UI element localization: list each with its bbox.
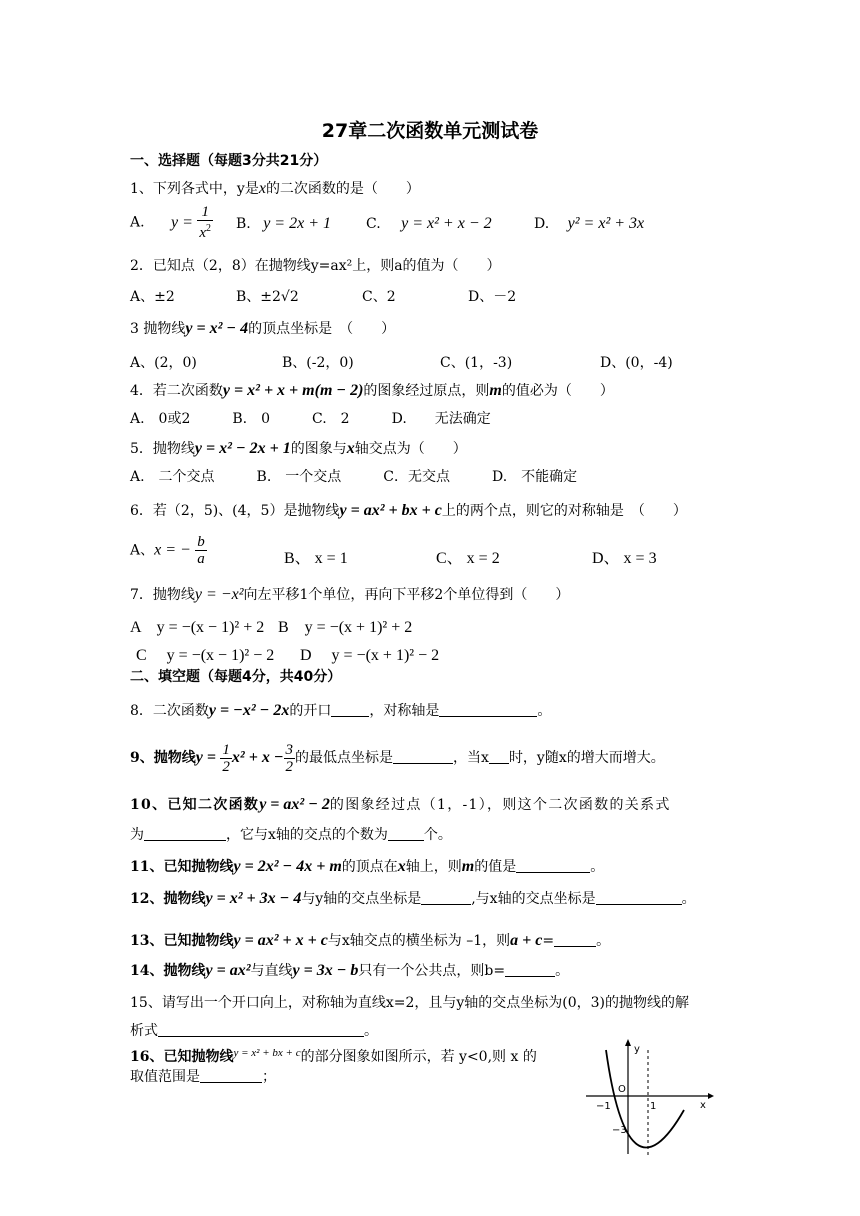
q9-d2: 2 [285,758,294,775]
section-2-heading: 二、填空题（每题4分，共40分） [130,669,342,685]
q4-var: m [489,382,502,399]
q1-option-a [130,204,213,241]
q14-text-b: 与直线 [250,963,293,979]
q7-option-a: A y = −(x − 1)² + 2 [130,619,265,636]
q12-text-d: 。 [681,891,696,907]
q10-blank-2[interactable] [388,826,424,841]
q1-option-d [534,215,644,233]
q10-text-e: 个。 [423,827,452,843]
q2-option-a: A、±2 [130,289,175,305]
q1-d-expr: y² = x² + 3x [567,215,645,232]
graph-x-label: x [700,1100,706,1111]
q11-var-1: x [397,858,406,875]
q3-option-c: C、(1，-3) [440,355,513,371]
q6-text-a: 6．若（2，5)、(4，5）是抛物线 [130,503,340,519]
q13-expr: y = ax² + x + c [233,932,328,949]
q16-expr: y = x² + bx + c [233,1047,301,1059]
q8-text-a: 8．二次函数 [130,703,209,719]
section-1-heading: 一、选择题（每题3分共21分） [130,153,328,169]
question-7-stem [130,586,569,604]
q12-expr: y = x² + 3x − 4 [205,890,302,907]
parabola-graph [580,1036,720,1160]
q11-blank[interactable] [516,858,590,873]
q9-n2: 3 [285,741,294,758]
q11-text-b: 的顶点在 [341,859,398,875]
question-11 [130,858,604,876]
q2-option-c: C、2 [362,289,396,305]
q1-option-b [236,215,331,233]
q10-text-d: ，它与x轴的交点的个数为 [226,827,388,843]
q10-blank-1[interactable] [144,826,226,841]
q4-expr: y = x² + x + m(m − 2) [222,382,364,399]
q12-blank-1[interactable] [421,890,471,905]
q11-expr: y = 2x² − 4x + m [233,858,342,875]
q1-b-label: B. [236,216,251,232]
question-15-line-2 [130,1022,378,1040]
q10-text-a: 10、已知二次函数 [130,797,260,813]
page-title: 27章二次函数单元测试卷 [321,120,539,142]
q1-a-den: $x^2$ [199,223,212,241]
q8-expr: y = −x² − 2x [208,702,290,719]
q13-text-d: 。 [596,933,611,949]
question-12 [130,890,696,908]
q14-expr-2: y = 3x − b [292,962,359,979]
q16-blank[interactable] [200,1068,262,1083]
q1-a-label: A. [130,214,145,231]
q13-text-c: = [542,933,555,949]
question-4-stem [130,382,614,400]
q16-text-b: 的部分图象如图所示，若 y<0,则 x 的 [300,1049,537,1065]
q1-a-expr: y = [171,213,193,231]
q9-expr-mid: x² + x − [231,749,284,766]
q7-option-b: B y = −(x + 1)² + 2 [278,619,413,636]
q2-option-d: D、－2 [468,289,517,305]
q3-option-a: A、(2，0) [130,355,197,371]
question-13 [130,932,610,950]
q9-blank-1[interactable] [393,749,453,764]
q10-text-c: 为 [130,827,144,843]
q8-text-c: ，对称轴是 [369,703,440,719]
q5-expr: y = x² − 2x + 1 [194,440,291,457]
q2-option-b: B、±2√2 [236,289,299,305]
q7-expr: y = −x² [194,586,244,603]
q15-blank[interactable] [158,1022,364,1037]
question-15-line-1: 15、请写出一个开口向上，对称轴为直线x=2，且与y轴的交点坐标为(0，3)的抛物线的解 [130,995,689,1011]
q1-a-num: 1 [197,204,213,221]
q12-text-a: 12、抛物线 [130,891,206,907]
q6-a-den: a [197,551,205,567]
question-5-stem [130,440,467,458]
q14-expr: y = ax² [205,962,251,979]
question-10-line-1 [130,796,671,814]
question-14 [130,962,569,980]
q9-text-c: ，当x [453,750,489,766]
q14-text-d: 。 [555,963,570,979]
q3-option-b: B、(-2，0) [282,355,354,371]
q6-option-d: D、 x = 3 [592,550,657,567]
q8-blank-1[interactable] [331,702,369,717]
q1-option-c [366,215,492,233]
q11-text-e: 。 [590,859,605,875]
q1-c-expr: y = x² + x − 2 [401,215,492,232]
q1-text-b: 的二次函数的是（ ） [265,181,420,197]
q1-b-expr: y = 2x + 1 [263,215,331,232]
graph-origin-label: O [618,1084,626,1095]
q9-text-a: 9、抛物线 [130,750,196,766]
q13-text-a: 13、已知抛物线 [130,933,234,949]
q5-options: A. 二个交点 B. 一个交点 C．无交点 D. 不能确定 [130,469,578,485]
q11-var-2: m [461,858,475,875]
q9-expr-left: y = [195,749,216,766]
q6-option-a [130,534,207,567]
q6-a-expr: x = − [154,541,191,559]
question-6-stem [130,502,687,520]
q11-text-d: 的值是 [474,859,517,875]
q5-text-c: 轴交点为（ ） [354,441,467,457]
q1-a-den-var: x [199,225,207,241]
q13-blank[interactable] [554,932,596,947]
q1-text-a: 1、下列各式中，y是 [130,181,259,197]
q6-option-c: C、 x = 2 [436,550,500,567]
q7-option-c: C y = −(x − 1)² − 2 [136,647,275,664]
q15-text-b: 析式 [130,1023,158,1039]
q1-a-fraction [197,204,213,241]
q16-text-d: ； [262,1069,276,1085]
q9-d1: 2 [222,758,230,775]
q4-text-c: 的值必为（ ） [501,383,614,399]
q3-expr: y = x² − 4 [185,320,249,337]
q11-text-c: 轴上，则 [405,859,462,875]
q14-blank[interactable] [505,962,555,977]
q14-text-a: 14、抛物线 [130,963,206,979]
question-2-stem: 2．已知点（2，8）在抛物线y=ax²上，则a的值为（ ） [130,258,501,274]
q12-blank-2[interactable] [596,890,682,905]
q10-text-b: 的图象经过点（1，-1），则这个二次函数的关系式 [329,797,671,813]
q6-a-fraction [195,534,207,567]
q14-text-c: 只有一个公共点，则b= [358,963,506,979]
q6-a-num: b [197,534,205,550]
question-10-line-2 [130,826,452,844]
graph-x-arrow [708,1093,714,1099]
question-16-line-1 [130,1044,537,1066]
q16-text-a: 16、已知抛物线 [130,1049,234,1065]
q3-text-b: 的顶点坐标是 （ ） [248,321,396,337]
q12-text-c: ,与x轴的交点坐标是 [471,891,596,907]
q9-fraction-2 [284,742,296,775]
q1-var: x [258,180,266,197]
q15-text-c: 。 [364,1023,378,1039]
q5-text-a: 5．抛物线 [130,441,195,457]
q7-text-a: 7．抛物线 [130,587,195,603]
q1-d-label: D. [534,216,550,232]
q8-text-d: 。 [537,703,552,719]
q1-c-label: C. [366,216,381,232]
q16-text-c: 取值范围是 [130,1069,200,1085]
question-1-stem [130,180,420,198]
q5-var: x [346,440,355,457]
q4-text-a: 4．若二次函数 [130,383,223,399]
q4-text-b: 的图象经过原点，则 [363,383,490,399]
q8-blank-2[interactable] [439,702,537,717]
q6-text-b: 上的两个点，则它的对称轴是 （ ） [441,503,687,519]
q6-a-label: A、 [130,542,155,559]
graph-y-arrow [625,1039,631,1046]
q9-n1: 1 [222,741,230,758]
q5-text-b: 的图象与 [290,441,347,457]
q9-text-d: 时，y随x的增大而增大。 [508,750,665,766]
q13-text-b: 与x轴交点的横坐标为 –1，则 [327,933,511,949]
q9-fraction-1 [220,742,232,775]
question-8 [130,702,551,720]
q7-text-b: 向左平移1个单位，再向下平移2个单位得到（ ） [243,587,570,603]
q9-blank-2[interactable] [489,749,509,764]
question-16-line-2 [130,1068,276,1086]
q9-text-b: 的最低点坐标是 [295,750,394,766]
graph-tick-neg1: −1 [596,1101,611,1112]
q3-option-d: D、(0，-4) [600,355,673,371]
graph-tick-1: 1 [650,1101,657,1112]
q6-option-b: B、 x = 1 [284,550,348,567]
q4-options: A. 0或2 B. 0 C. 2 D. 无法确定 [130,411,491,427]
question-9 [130,740,665,776]
q6-expr: y = ax² + bx + c [339,502,442,519]
q8-text-b: 的开口 [289,703,332,719]
q11-text-a: 11、已知抛物线 [130,859,234,875]
q10-expr: y = ax² − 2 [259,796,330,813]
q7-option-d: D y = −(x + 1)² − 2 [300,647,440,664]
q12-text-b: 与y轴的交点坐标是 [301,891,422,907]
q13-expr-2: a + c [510,932,543,949]
question-3-stem [130,320,395,338]
graph-y-label: y [634,1044,640,1055]
graph-tick-neg3: −3 [612,1125,627,1136]
q3-text-a: 3 抛物线 [130,321,186,337]
